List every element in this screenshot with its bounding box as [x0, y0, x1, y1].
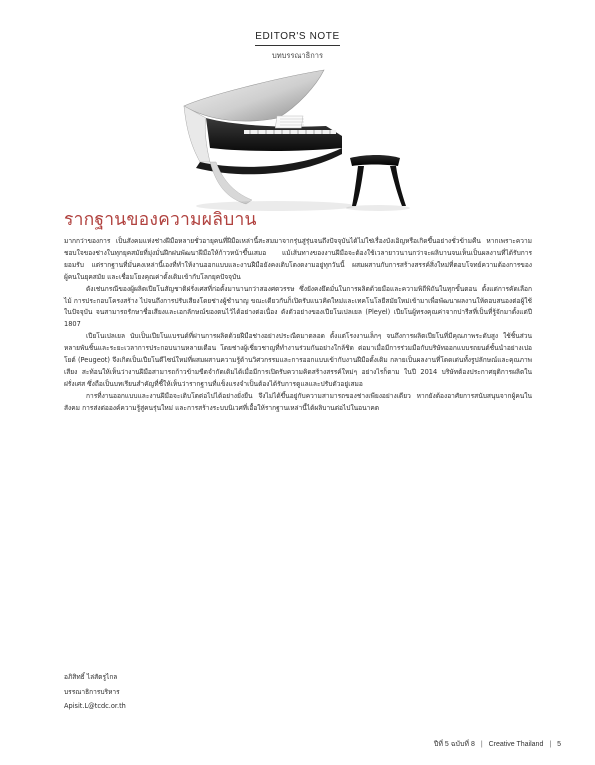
- footer-magazine: Creative Thailand: [488, 741, 544, 748]
- section-header: [0, 24, 595, 62]
- designer-piano-photo: [166, 66, 431, 218]
- signature-name: อภิสิทธิ์ ไล่สัตรูไกล: [64, 673, 118, 681]
- section-title: EDITOR'S NOTE: [255, 31, 340, 46]
- body-paragraph: เปียโนเปลเยล นับเป็นเปียโนแบรนด์ที่ผ่านการผลิตด้วยฝีมือช่างอย่างประณีตมาตลอด ตั้งแต่โรงงานเล็กๆ จนถึงการผลิตเปียโนที่มีคุณภาพระดับสูง ใช้ชิ้นส่วนหลายพันชิ้นและระยะเวลาการประกอบนานหลายเดือน โดยช่างผู้เชี่ยวชาญที่ทำงานร่วมกันอย่างใกล้ชิด ต่อมาเมื่อมีการร่วมมือกับบริษัทออกแบบรถยนต์ชั้นนำอย่างเปอโยต์ (Peugeot) จึงเกิดเป็นเปียโนดีไซน์ใหม่ที่ผสมผสานความรู้ด้านวิศวกรรมและการออกแบบเข้ากับงานฝีมือดั้งเดิม กลายเป็นผลงานที่โดดเด่นทั้งรูปลักษณ์และคุณภาพเสียง สะท้อนให้เห็นว่างานฝีมือสามารถก้าวข้ามขีดจำกัดเดิมได้เมื่อมีการเปิดรับความคิดสร้างสรรค์ใหม่ๆ อย่างไรก็ตาม ในปี 2014 บริษัทต้องประกาศยุติการผลิตในฝรั่งเศส ซึ่งถือเป็นบทเรียนสำคัญที่ชี้ให้เห็นว่ารากฐานที่แข็งแรงจำเป็นต้องได้รับการดูแลและปรับตัวอยู่เสมอ: [64, 332, 532, 388]
- signature-block: [64, 670, 126, 714]
- page-footer: [434, 739, 561, 750]
- article-body: [64, 236, 532, 415]
- article-headline: รากฐานของความผลิบาน: [64, 210, 257, 230]
- signature-email[interactable]: Apisit.L@tcdc.or.th: [64, 702, 126, 710]
- body-paragraph: การที่งานออกแบบและงานฝีมือจะเติบโตต่อไปได้อย่างยั่งยืน จึงไม่ได้ขึ้นอยู่กับความสามารถของช่างเพียงอย่างเดียว หากยังต้องอาศัยการสนับสนุนจากผู้คนในสังคม การส่งต่อองค์ความรู้สู่คนรุ่นใหม่ และการสร้างระบบนิเวศที่เอื้อให้รากฐานเหล่านี้ได้ผลิบานต่อไปในอนาคต: [64, 391, 532, 412]
- body-paragraph: มากกว่าของการ เป็นสังคมแห่งช่างฝีมือหลายชั่วอายุคนที่ฝีมือเหล่านี้สะสมมาจากรุ่นสู่รุ่นจนถึงปัจจุบันได้ไม่ใช่เรื่องบังเอิญหรือเกิดขึ้นอย่างชั่วข้ามคืน หากเพราะความชอบใจของช่างในทุกยุคสมัยที่มุ่งมั่นฝึกฝนพัฒนาฝีมือให้ก้าวหน้าขึ้นเสมอ แม้เส้นทางของงานฝีมือจะต้องใช้เวลายาวนานกว่าจะผลิบานจนเห็นเป็นผลงานที่ได้รับการยอมรับ แต่รากฐานที่มั่นคงเหล่านี้เองที่ทำให้งานออกแบบและงานฝีมือยังคงเติบโตงดงามอยู่ทุกวันนี้ ผสมผสานกับการสร้างสรรค์สิ่งใหม่ที่ตอบโจทย์ความต้องการของผู้คนในยุคสมัย และเชื่อมโยงคุณค่าดั้งเดิมเข้ากับโลกยุคปัจจุบัน: [64, 237, 532, 281]
- footer-separator: |: [480, 741, 483, 748]
- footer-separator: |: [549, 741, 552, 748]
- footer-page-number: 5: [557, 741, 561, 748]
- footer-issue: ปีที่ 5 ฉบับที่ 8: [433, 741, 475, 748]
- body-paragraph: ดังเช่นกรณีของผู้ผลิตเปียโนสัญชาติฝรั่งเศสที่ก่อตั้งมานานกว่าสองศตวรรษ ซึ่งยังคงยึดมั่นในการผลิตด้วยมือและความพิถีพิถันในทุกขั้นตอน ตั้งแต่การคัดเลือกไม้ การประกอบโครงสร้าง ไปจนถึงการปรับเสียงโดยช่างผู้ชำนาญ ขณะเดียวกันก็เปิดรับแนวคิดใหม่และเทคโนโลยีสมัยใหม่เข้ามาเพื่อพัฒนาผลงานให้ตอบสนองต่อผู้ใช้ในปัจจุบัน จนสามารถรักษาชื่อเสียงและเอกลักษณ์ของตนไว้ได้อย่างต่อเนื่อง ดังตัวอย่างของเปียโนเปลเยล (Pleyel) เปียโนผู้ทรงคุณค่าจากปารีสที่เป็นที่รู้จักมาตั้งแต่ปี 1807: [64, 284, 532, 329]
- section-subtitle: บทบรรณาธิการ: [271, 51, 324, 60]
- signature-title: บรรณาธิการบริหาร: [64, 687, 120, 696]
